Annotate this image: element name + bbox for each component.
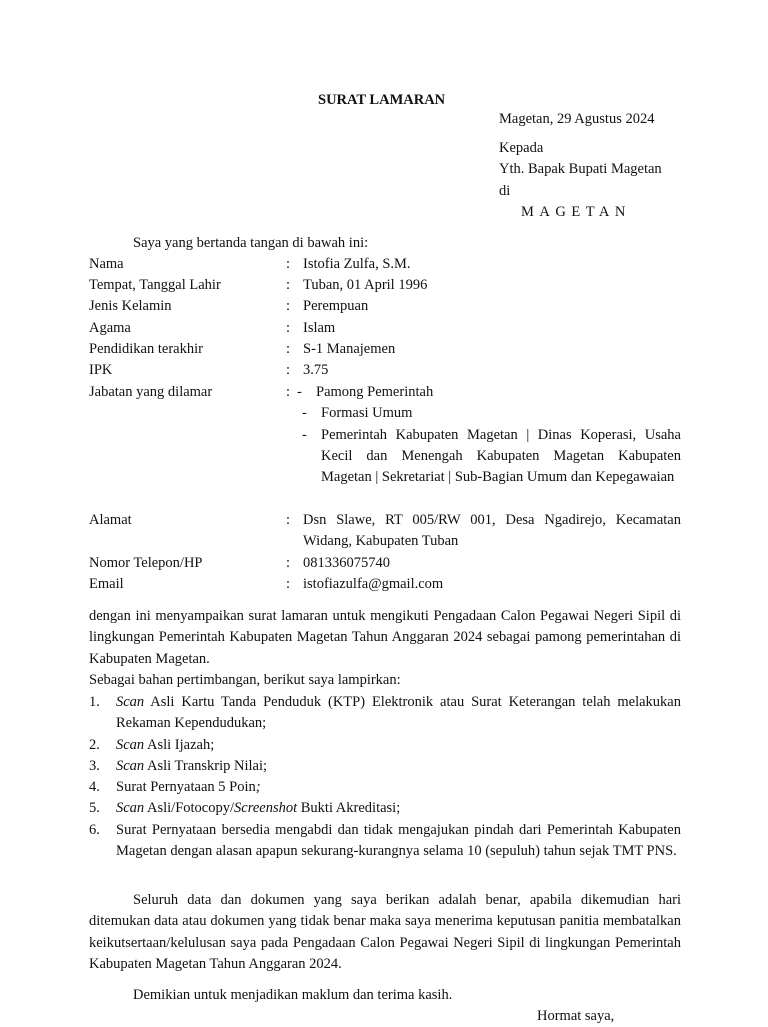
field-value: S-1 Manajemen (303, 341, 396, 357)
field-value: istofiazulfa@gmail.com (303, 576, 444, 592)
attachment-text: Asli Kartu Tanda Penduduk (KTP) Elektronik atau Surat Keterangan telah melakukan Rekaman Kependudukan; (116, 694, 681, 732)
attachment-italic: Scan (116, 800, 145, 817)
field-colon: : (286, 256, 291, 272)
jabatan-item (286, 382, 681, 403)
place-date: Magetan, 29 Agustus 2024 (499, 111, 655, 127)
jabatan-text: Formasi Umum (321, 405, 413, 422)
field-label: Jenis Kelamin (89, 298, 172, 314)
jabatan-text: Pemerintah Kabupaten Magetan | Dinas Koperasi, Usaha Kecil dan Menengah Kabupaten Magetan Kabupaten Magetan | Sekretariat | Sub-Bagian Umum dan Kepegawaian (321, 426, 681, 486)
field-value: Perempuan (303, 298, 369, 314)
attachment-number: 2. (89, 736, 100, 753)
attachment-text: Asli Transkrip Nilai; (144, 757, 268, 774)
body-paragraph: dengan ini menyampaikan surat lamaran untuk mengikuti Pengadaan Calon Pegawai Negeri Sipil di lingkungan Pemerintah Kabupaten Magetan Tahun Anggaran 2024 sebagai pamong pemerintahan di Kabupaten Magetan. (89, 608, 681, 667)
field-colon: : (286, 277, 291, 293)
attachment-item (89, 756, 681, 777)
attachment-italic: Scan (116, 736, 145, 753)
closing-text: Demikian untuk menjadikan maklum dan terima kasih. (133, 987, 453, 1003)
attachment-number: 4. (89, 779, 100, 796)
field-label: Nomor Telepon/HP (89, 555, 203, 571)
field-value: 3.75 (303, 362, 329, 378)
field-label: Pendidikan terakhir (89, 341, 203, 357)
attachment-text: Bukti Akreditasi; (297, 800, 401, 817)
attachment-text: Asli/Fotocopy/ (144, 800, 235, 817)
list-dash: - (297, 384, 302, 400)
attachment-number: 3. (89, 757, 100, 774)
field-value: Istofia Zulfa, S.M. (303, 256, 411, 272)
field-value: 081336075740 (303, 555, 390, 571)
recipient-name: Yth. Bapak Bupati Magetan (499, 161, 662, 177)
list-dash: - (302, 426, 307, 443)
recipient-di: di (499, 183, 511, 199)
field-label: Email (89, 576, 124, 592)
jabatan-item (286, 403, 681, 424)
recipient-city: MAGETAN (521, 204, 631, 220)
list-dash: - (302, 405, 307, 422)
attachment-italic: ; (255, 779, 261, 796)
attachment-item (89, 798, 681, 819)
attachment-number: 1. (89, 694, 100, 710)
field-colon: : (286, 576, 291, 592)
jabatan-list (286, 382, 681, 488)
attachment-italic: Screenshot (234, 800, 298, 817)
field-colon: : (286, 555, 291, 571)
field-label: Agama (89, 320, 131, 336)
jabatan-item (286, 425, 681, 489)
field-value: Dsn Slawe, RT 005/RW 001, Desa Ngadirejo, Kecamatan Widang, Kabupaten Tuban (303, 512, 681, 550)
attachment-text: Surat Pernyataan bersedia mengabdi dan tidak mengajukan pindah dari Pemerintah Kabupaten Magetan dengan alasan apapun sekurang-kurangnya selama 10 (sepuluh) tahun sejak TMT PNS. (116, 821, 681, 860)
attachment-item (89, 777, 681, 798)
attachments-list (89, 692, 681, 862)
attachment-item (89, 735, 681, 756)
field-label: Jabatan yang dilamar (89, 384, 213, 400)
sign-off: Hormat saya, (537, 1008, 615, 1024)
field-colon: : (286, 384, 291, 400)
field-colon: : (286, 512, 291, 528)
field-label: Tempat, Tanggal Lahir (89, 277, 221, 293)
attachment-number: 5. (89, 800, 100, 817)
field-value: Islam (303, 320, 336, 336)
field-colon: : (286, 341, 291, 357)
attachment-item (89, 820, 681, 863)
statement-paragraph: Seluruh data dan dokumen yang saya berikan adalah benar, apabila dikemudian hari ditemukan data atau dokumen yang tidak benar maka saya menerima keputusan panitia membatalkan keikutsertaan/kelulusan saya pada Pengadaan Calon Pegawai Negeri Sipil di lingkungan Pemerintah Kabupaten Magetan Tahun Anggaran 2024. (89, 892, 681, 972)
letter-title: SURAT LAMARAN (318, 92, 446, 108)
field-colon: : (286, 362, 291, 378)
attachment-text: Asli Ijazah; (144, 736, 215, 753)
jabatan-text: Pamong Pemerintah (316, 384, 434, 400)
intro-text: Saya yang bertanda tangan di bawah ini: (133, 235, 369, 251)
attachments-intro: Sebagai bahan pertimbangan, berikut saya lampirkan: (89, 672, 401, 688)
field-colon: : (286, 320, 291, 336)
attachment-italic: Scan (116, 694, 145, 710)
field-label: Alamat (89, 512, 132, 528)
field-label: IPK (89, 362, 113, 378)
attachment-item (89, 692, 681, 735)
recipient-kepada: Kepada (499, 140, 544, 156)
field-label: Nama (89, 256, 124, 272)
attachment-text: Surat Pernyataan 5 Poin (116, 779, 256, 796)
attachment-italic: Scan (116, 757, 145, 774)
field-colon: : (286, 298, 291, 314)
field-value: Tuban, 01 April 1996 (303, 277, 428, 293)
attachment-number: 6. (89, 821, 100, 838)
